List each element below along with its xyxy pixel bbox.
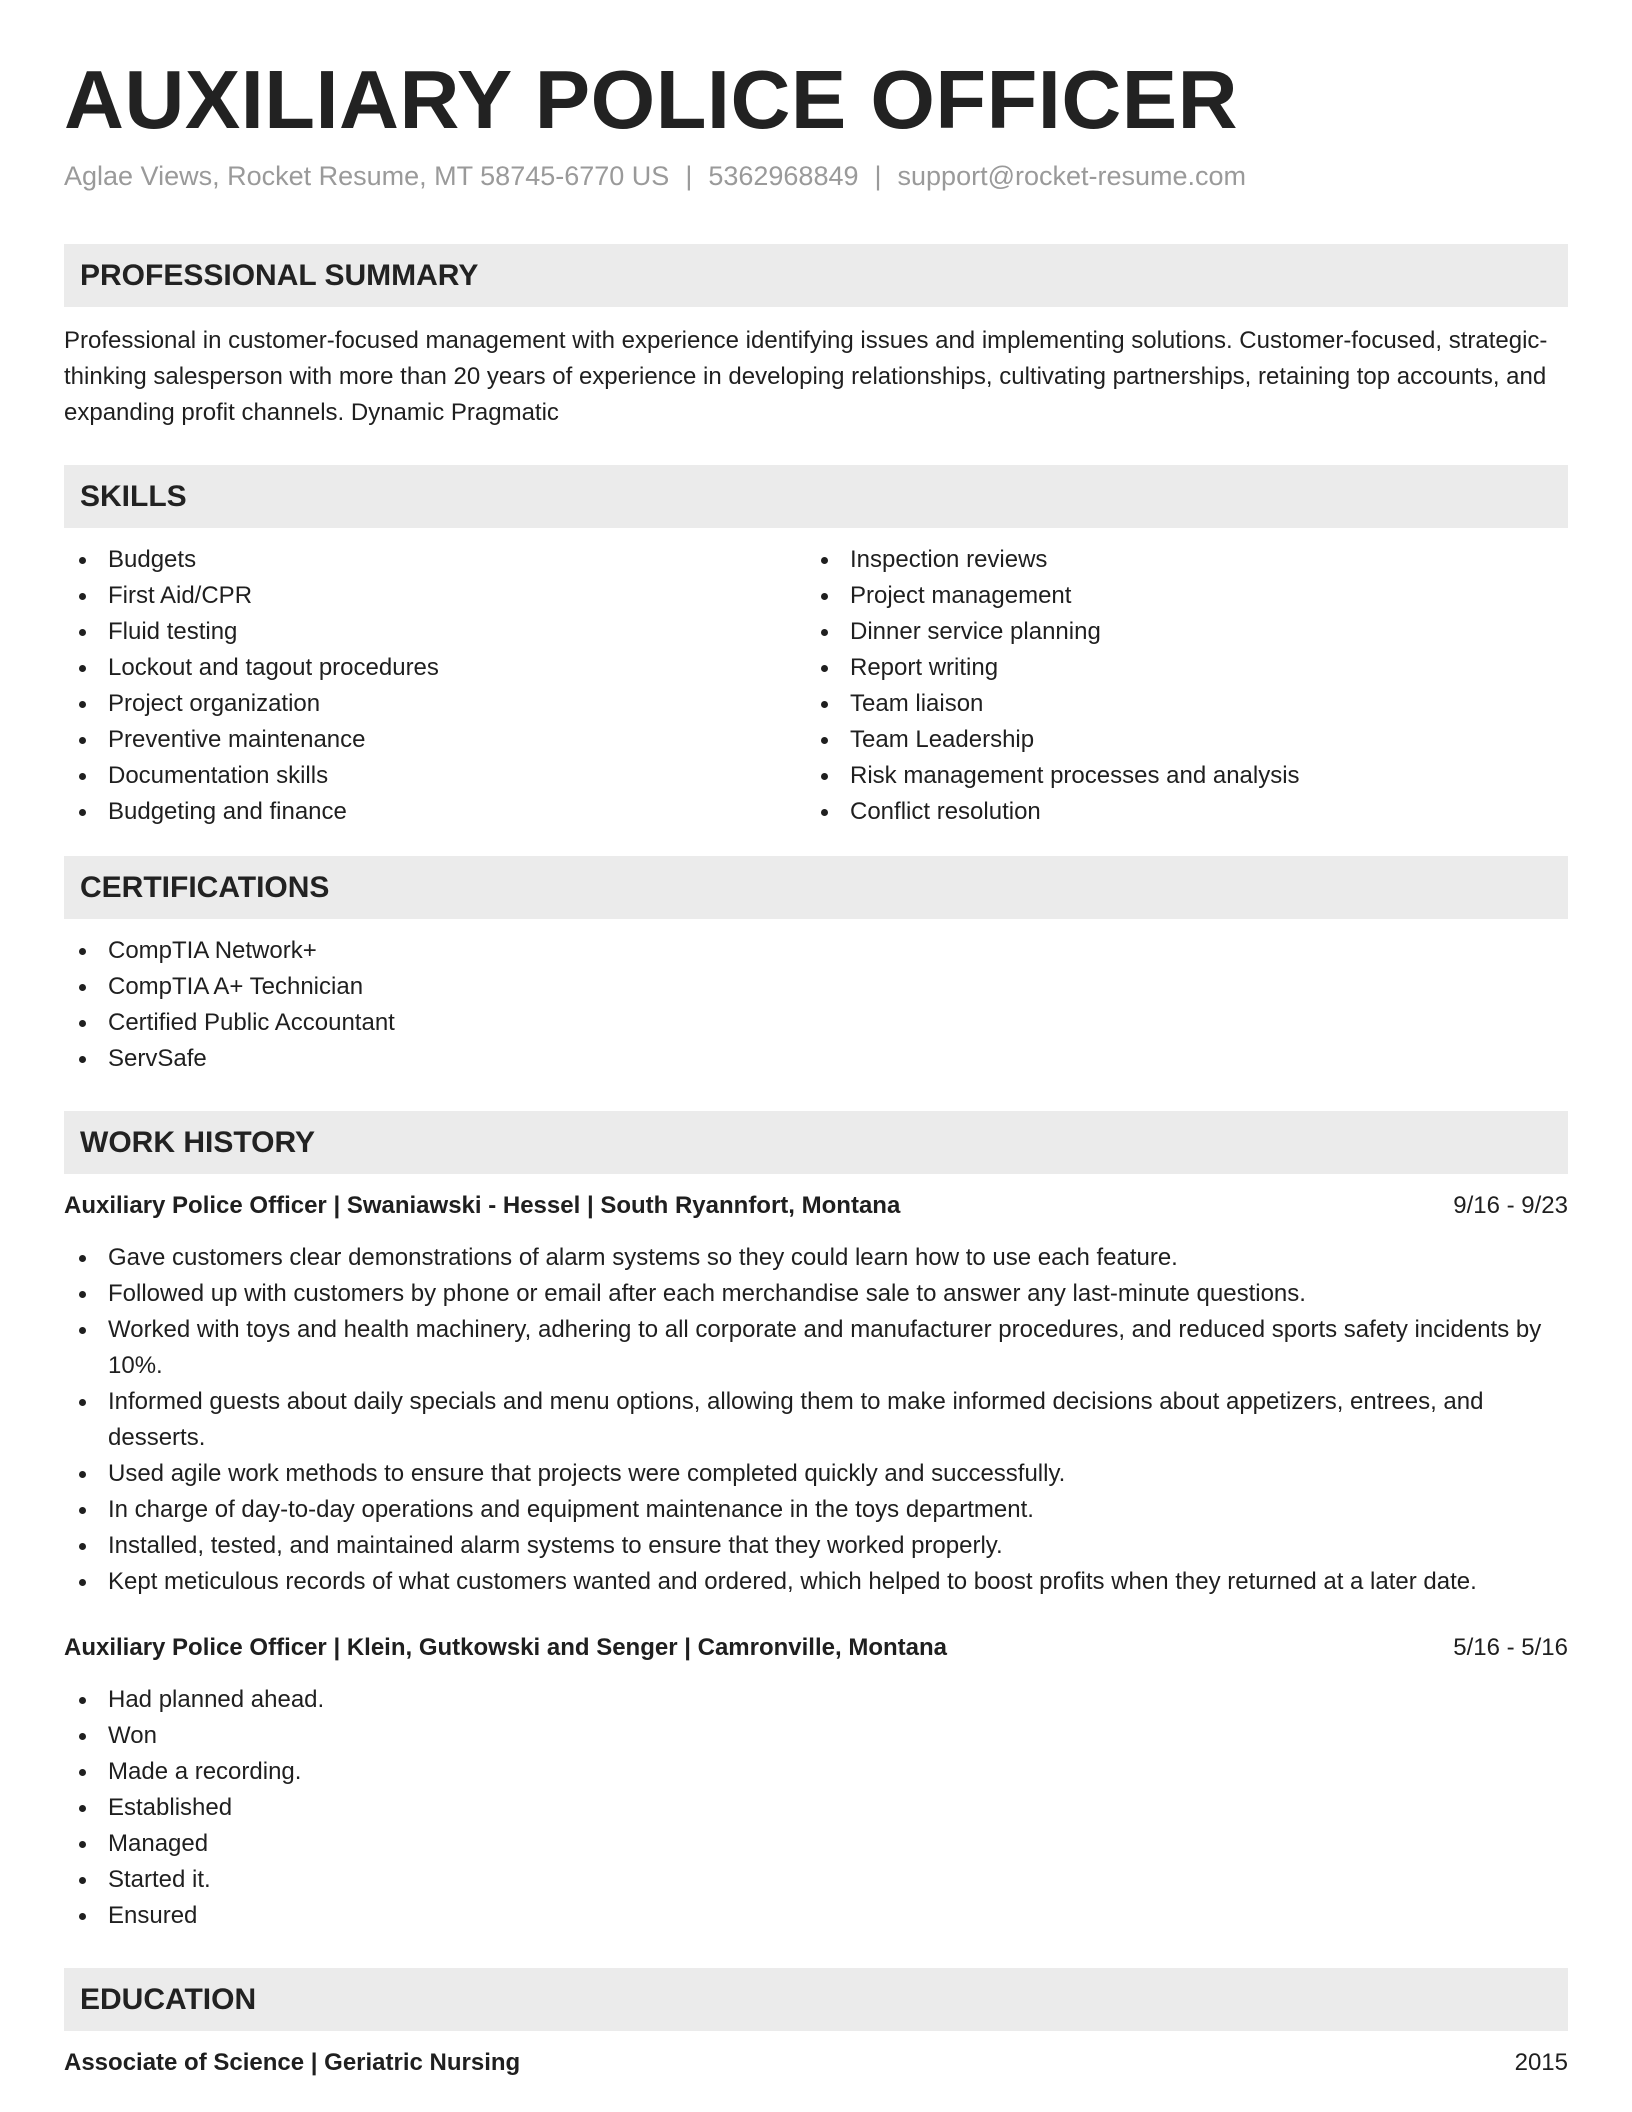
skill-item: Documentation skills xyxy=(64,758,806,794)
summary-heading: PROFESSIONAL SUMMARY xyxy=(64,244,1568,307)
skills-right-column xyxy=(806,542,1548,830)
job-bullet: Had planned ahead. xyxy=(64,1682,1568,1718)
candidate-name: AUXILIARY POLICE OFFICER xyxy=(64,53,1239,146)
skill-item: Project management xyxy=(806,578,1548,614)
skill-item: Budgeting and finance xyxy=(64,794,806,830)
certification-item: ServSafe xyxy=(64,1041,1568,1077)
job-bullet: Won xyxy=(64,1718,1568,1754)
job-title: Auxiliary Police Officer | Klein, Gutkowski and Senger | Camronville, Montana xyxy=(64,1634,947,1662)
skill-item: Fluid testing xyxy=(64,614,806,650)
summary-text: Professional in customer-focused management with experience identifying issues and implementing solutions. Customer-focused, strategic-thinking salesperson with more than 20 years of experience in developing relationships, cultivating partnerships, retaining top accounts, and expanding profit channels. Dynamic Pragmatic xyxy=(64,327,1548,427)
job-bullet: Started it. xyxy=(64,1862,1568,1898)
skills-heading: SKILLS xyxy=(64,465,1568,528)
contact-line xyxy=(64,161,1568,192)
work-history-heading: WORK HISTORY xyxy=(64,1111,1568,1174)
job-bullet: Made a recording. xyxy=(64,1754,1568,1790)
certification-item: CompTIA A+ Technician xyxy=(64,969,1568,1005)
job-header xyxy=(64,1630,1568,1666)
job-bullet: Established xyxy=(64,1790,1568,1826)
job-title: Auxiliary Police Officer | Swaniawski - Hessel | South Ryannfort, Montana xyxy=(64,1192,901,1220)
certifications-list xyxy=(64,933,1568,1077)
job-bullets xyxy=(64,1682,1568,1934)
education-heading: EDUCATION xyxy=(64,1968,1568,2031)
job-bullet: Informed guests about daily specials and menu options, allowing them to make informed decisions about appetizers, entrees, and desserts. xyxy=(64,1384,1568,1456)
skill-item: Preventive maintenance xyxy=(64,722,806,758)
skill-item: Risk management processes and analysis xyxy=(806,758,1548,794)
job-bullet: Managed xyxy=(64,1826,1568,1862)
skills-left-column xyxy=(64,542,806,830)
education-year: 2015 xyxy=(1514,2049,1568,2077)
certification-item: CompTIA Network+ xyxy=(64,933,1568,969)
skill-item: Budgets xyxy=(64,542,806,578)
job-bullet: Ensured xyxy=(64,1898,1568,1934)
contact-address: Aglae Views, Rocket Resume, MT 58745-6770 US xyxy=(64,161,670,192)
job-entry xyxy=(64,1188,1568,1600)
skills-grid xyxy=(64,542,1568,830)
skill-item: Lockout and tagout procedures xyxy=(64,650,806,686)
contact-separator: | xyxy=(685,161,693,192)
certification-item: Certified Public Accountant xyxy=(64,1005,1568,1041)
skill-item: Team liaison xyxy=(806,686,1548,722)
education-degree: Associate of Science | Geriatric Nursing xyxy=(64,2049,521,2077)
contact-email: support@rocket-resume.com xyxy=(897,161,1247,192)
job-header xyxy=(64,1188,1568,1224)
job-bullet: Gave customers clear demonstrations of alarm systems so they could learn how to use each feature. xyxy=(64,1240,1568,1276)
job-bullet: Used agile work methods to ensure that projects were completed quickly and successfully. xyxy=(64,1456,1568,1492)
job-bullet: Installed, tested, and maintained alarm systems to ensure that they worked properly. xyxy=(64,1528,1568,1564)
job-bullet: Kept meticulous records of what customers wanted and ordered, which helped to boost profits when they returned at a later date. xyxy=(64,1564,1568,1600)
job-bullet: Followed up with customers by phone or email after each merchandise sale to answer any last-minute questions. xyxy=(64,1276,1568,1312)
job-bullets xyxy=(64,1240,1568,1600)
job-bullet: In charge of day-to-day operations and equipment maintenance in the toys department. xyxy=(64,1492,1568,1528)
skill-item: Report writing xyxy=(806,650,1548,686)
job-bullet: Worked with toys and health machinery, adhering to all corporate and manufacturer procedures, and reduced sports safety incidents by 10%. xyxy=(64,1312,1568,1384)
contact-phone: 5362968849 xyxy=(708,161,859,192)
skill-item: Inspection reviews xyxy=(806,542,1548,578)
skill-item: Project organization xyxy=(64,686,806,722)
contact-separator: | xyxy=(874,161,882,192)
skill-item: Dinner service planning xyxy=(806,614,1548,650)
job-dates: 9/16 - 9/23 xyxy=(1453,1192,1568,1220)
job-dates: 5/16 - 5/16 xyxy=(1453,1634,1568,1662)
skill-item: Conflict resolution xyxy=(806,794,1548,830)
education-entry xyxy=(64,2045,1568,2081)
certifications-heading: CERTIFICATIONS xyxy=(64,856,1568,919)
skill-item: Team Leadership xyxy=(806,722,1548,758)
skill-item: First Aid/CPR xyxy=(64,578,806,614)
job-entry xyxy=(64,1630,1568,1934)
